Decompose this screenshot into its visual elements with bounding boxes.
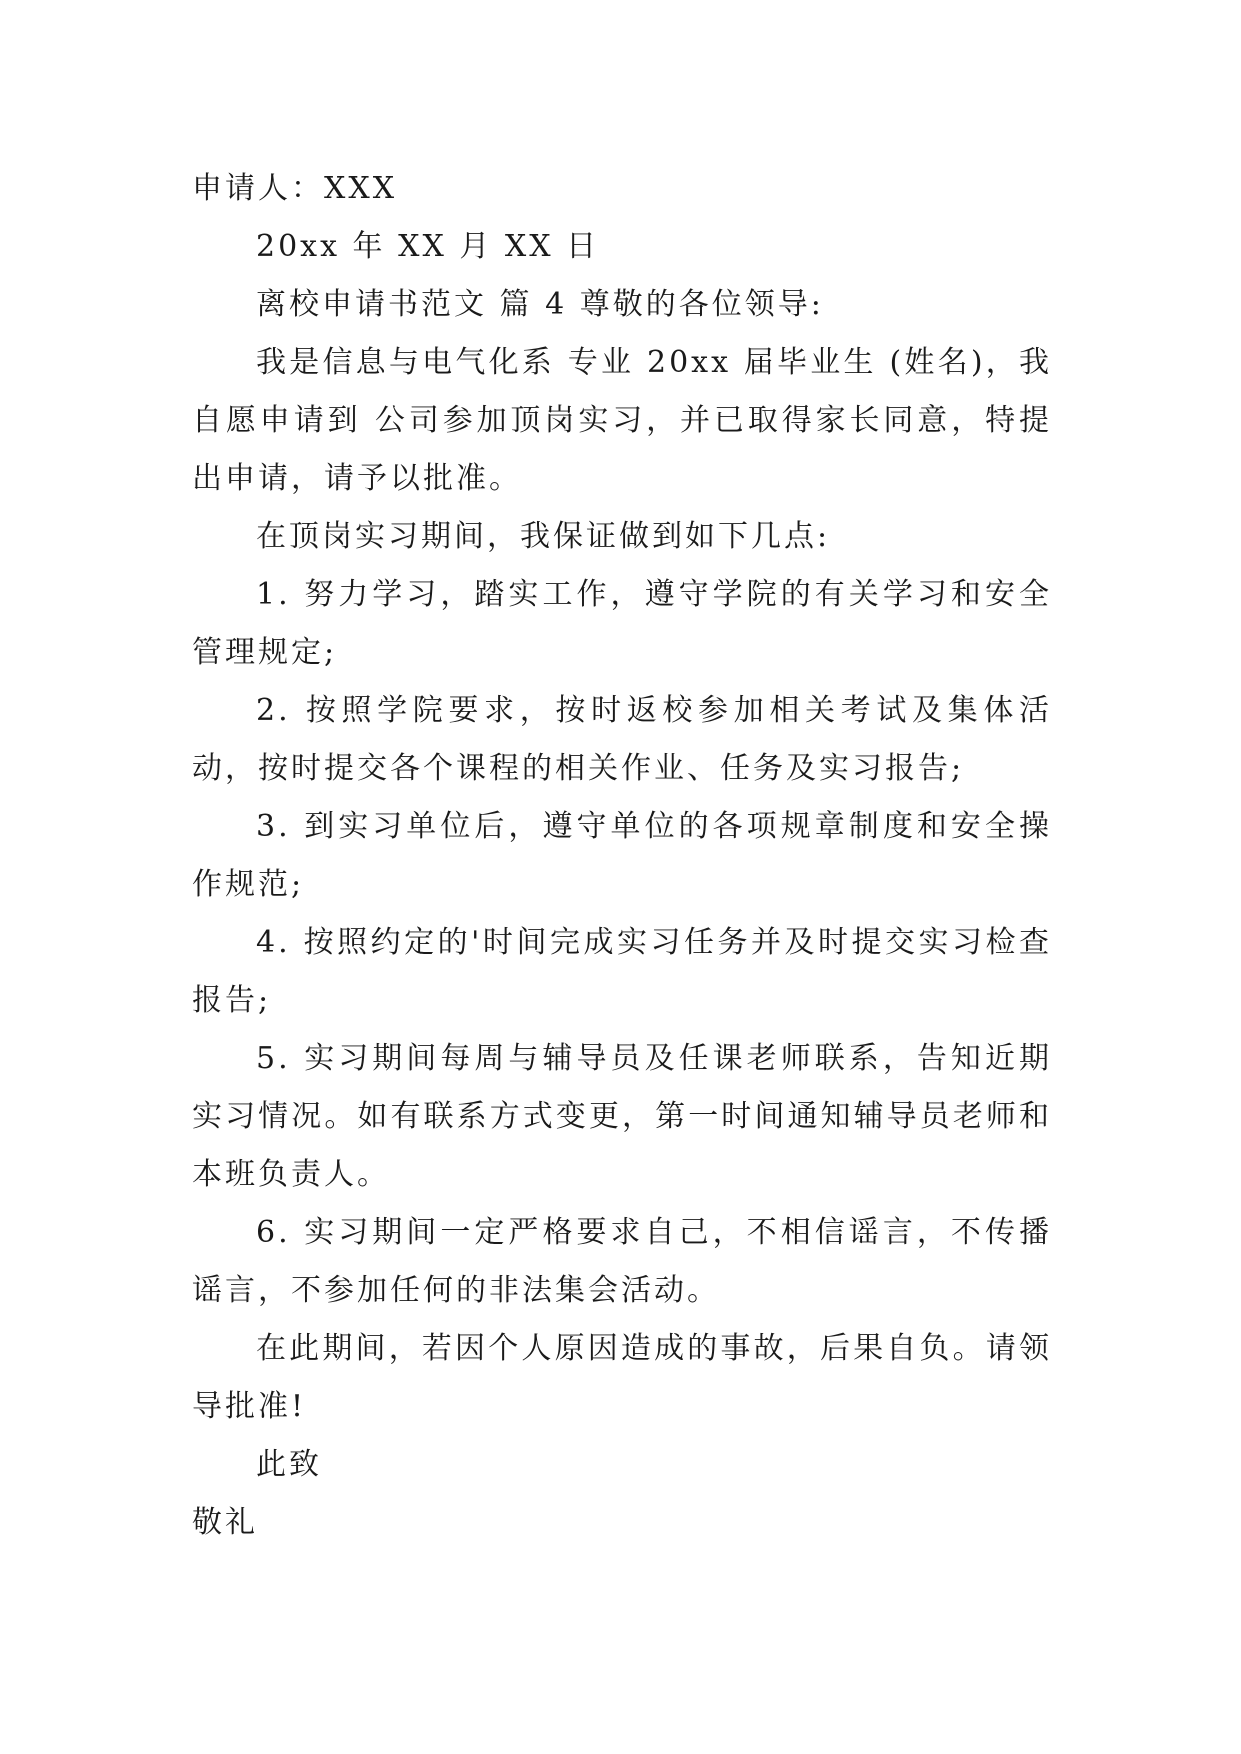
pledge-item-1: 1. 努力学习，踏实工作，遵守学院的有关学习和安全管理规定;: [192, 577, 1052, 670]
document-body: [192, 160, 1052, 1552]
pledge-item-2: 2. 按照学院要求，按时返校参加相关考试及集体活动，按时提交各个课程的相关作业、任务及实习报告;: [192, 693, 1052, 786]
pledge-item-6: 6. 实习期间一定严格要求自己，不相信谣言，不传播谣言，不参加任何的非法集会活动。: [192, 1215, 1052, 1308]
pledge-intro: 在顶岗实习期间，我保证做到如下几点:: [256, 519, 831, 554]
pledge-item-5: 5. 实习期间每周与辅导员及任课老师联系，告知近期实习情况。如有联系方式变更，第一时间通知辅导员老师和本班负责人。: [192, 1041, 1052, 1192]
closing-statement: 在此期间，若因个人原因造成的事故，后果自负。请领导批准!: [192, 1331, 1052, 1424]
applicant-line: 申请人：XXX: [192, 171, 398, 206]
intro-paragraph: 我是信息与电气化系 专业 20xx 届毕业生 (姓名)，我自愿申请到 公司参加顶岗实习，并已取得家长同意，特提出申请，请予以批准。: [192, 345, 1052, 496]
salutation-line-1: 此致: [256, 1447, 322, 1482]
pledge-item-4: 4. 按照约定的'时间完成实习任务并及时提交实习检查报告;: [192, 925, 1052, 1018]
pledge-item-3: 3. 到实习单位后，遵守单位的各项规章制度和安全操作规范;: [192, 809, 1052, 902]
salutation-line-2: 敬礼: [192, 1505, 258, 1540]
section-heading: 离校申请书范文 篇 4 尊敬的各位领导:: [256, 287, 824, 322]
date-line: 20xx 年 XX 月 XX 日: [256, 229, 600, 264]
